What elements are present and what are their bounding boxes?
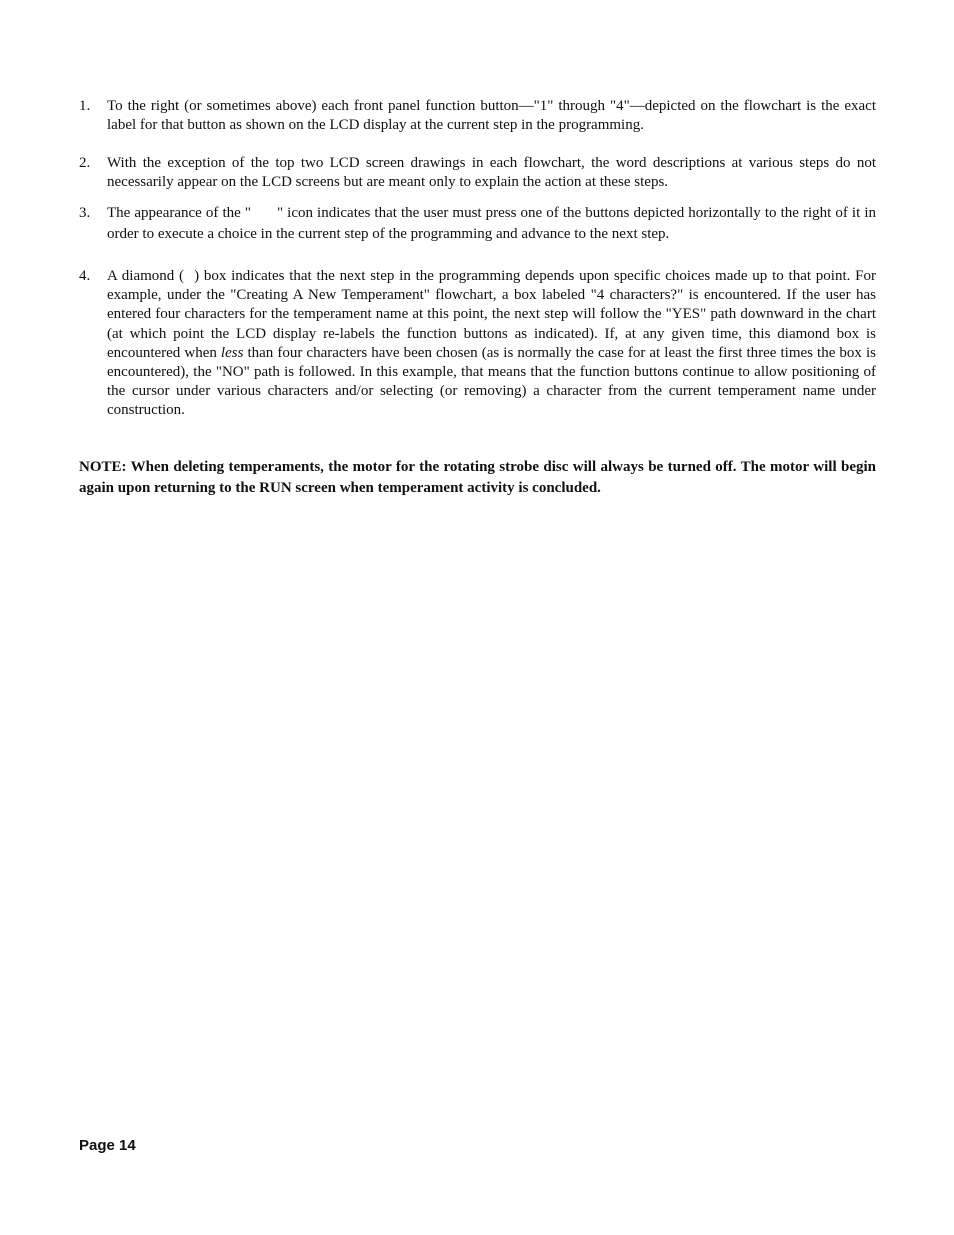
list-item-4 — [79, 267, 876, 421]
list-number: 3. — [79, 205, 91, 221]
list-number: 1. — [79, 98, 91, 114]
list-item-3 — [79, 203, 876, 245]
list-item-text: To the right (or sometimes above) each front panel function button—"1" through "4"—depicted on the flowchart is the exact label for that button as shown on the LCD display at the current step in the programming. — [107, 98, 876, 134]
list-item-2 — [79, 154, 876, 192]
list-item-text: The appearance of the " " icon indicates that the user must press one of the buttons depicted horizontally to the right of it in order to execute a choice in the current step of the programming and advance to the next step. — [107, 205, 876, 242]
list-item-text: A diamond ( ) box indicates that the next step in the programming depends upon specific choices made up to that point. For example, under the "Creating A New Temperament" flowchart, a box labeled "4 characters?" is encountered. If the user has entered four characters for the temperament name at this point, the next step will follow the "YES" path downward in the chart (at which point the LCD display re-labels the function buttons as indicated). If, at any given time, this diamond box is encountered when less than four characters have been chosen (as is normally the case for at least the first three times the box is encountered), the "NO" path is followed. In this example, that means that the function buttons continue to allow positioning of the cursor under various characters and/or selecting (or removing) a character from the current temperament name under construction. — [107, 268, 876, 419]
list-number: 2. — [79, 155, 91, 171]
list-item-text: With the exception of the top two LCD screen drawings in each flowchart, the word descriptions at various steps do not necessarily appear on the LCD screens but are meant only to explain the action at these steps. — [107, 155, 876, 191]
list-item-1 — [79, 97, 876, 135]
page-number: Page 14 — [79, 1137, 136, 1154]
list-number: 4. — [79, 268, 91, 284]
note-paragraph: NOTE: When deleting temperaments, the motor for the rotating strobe disc will always be turned off. The motor will begin again upon returning to the RUN screen when temperament activity is concluded. — [79, 459, 876, 496]
